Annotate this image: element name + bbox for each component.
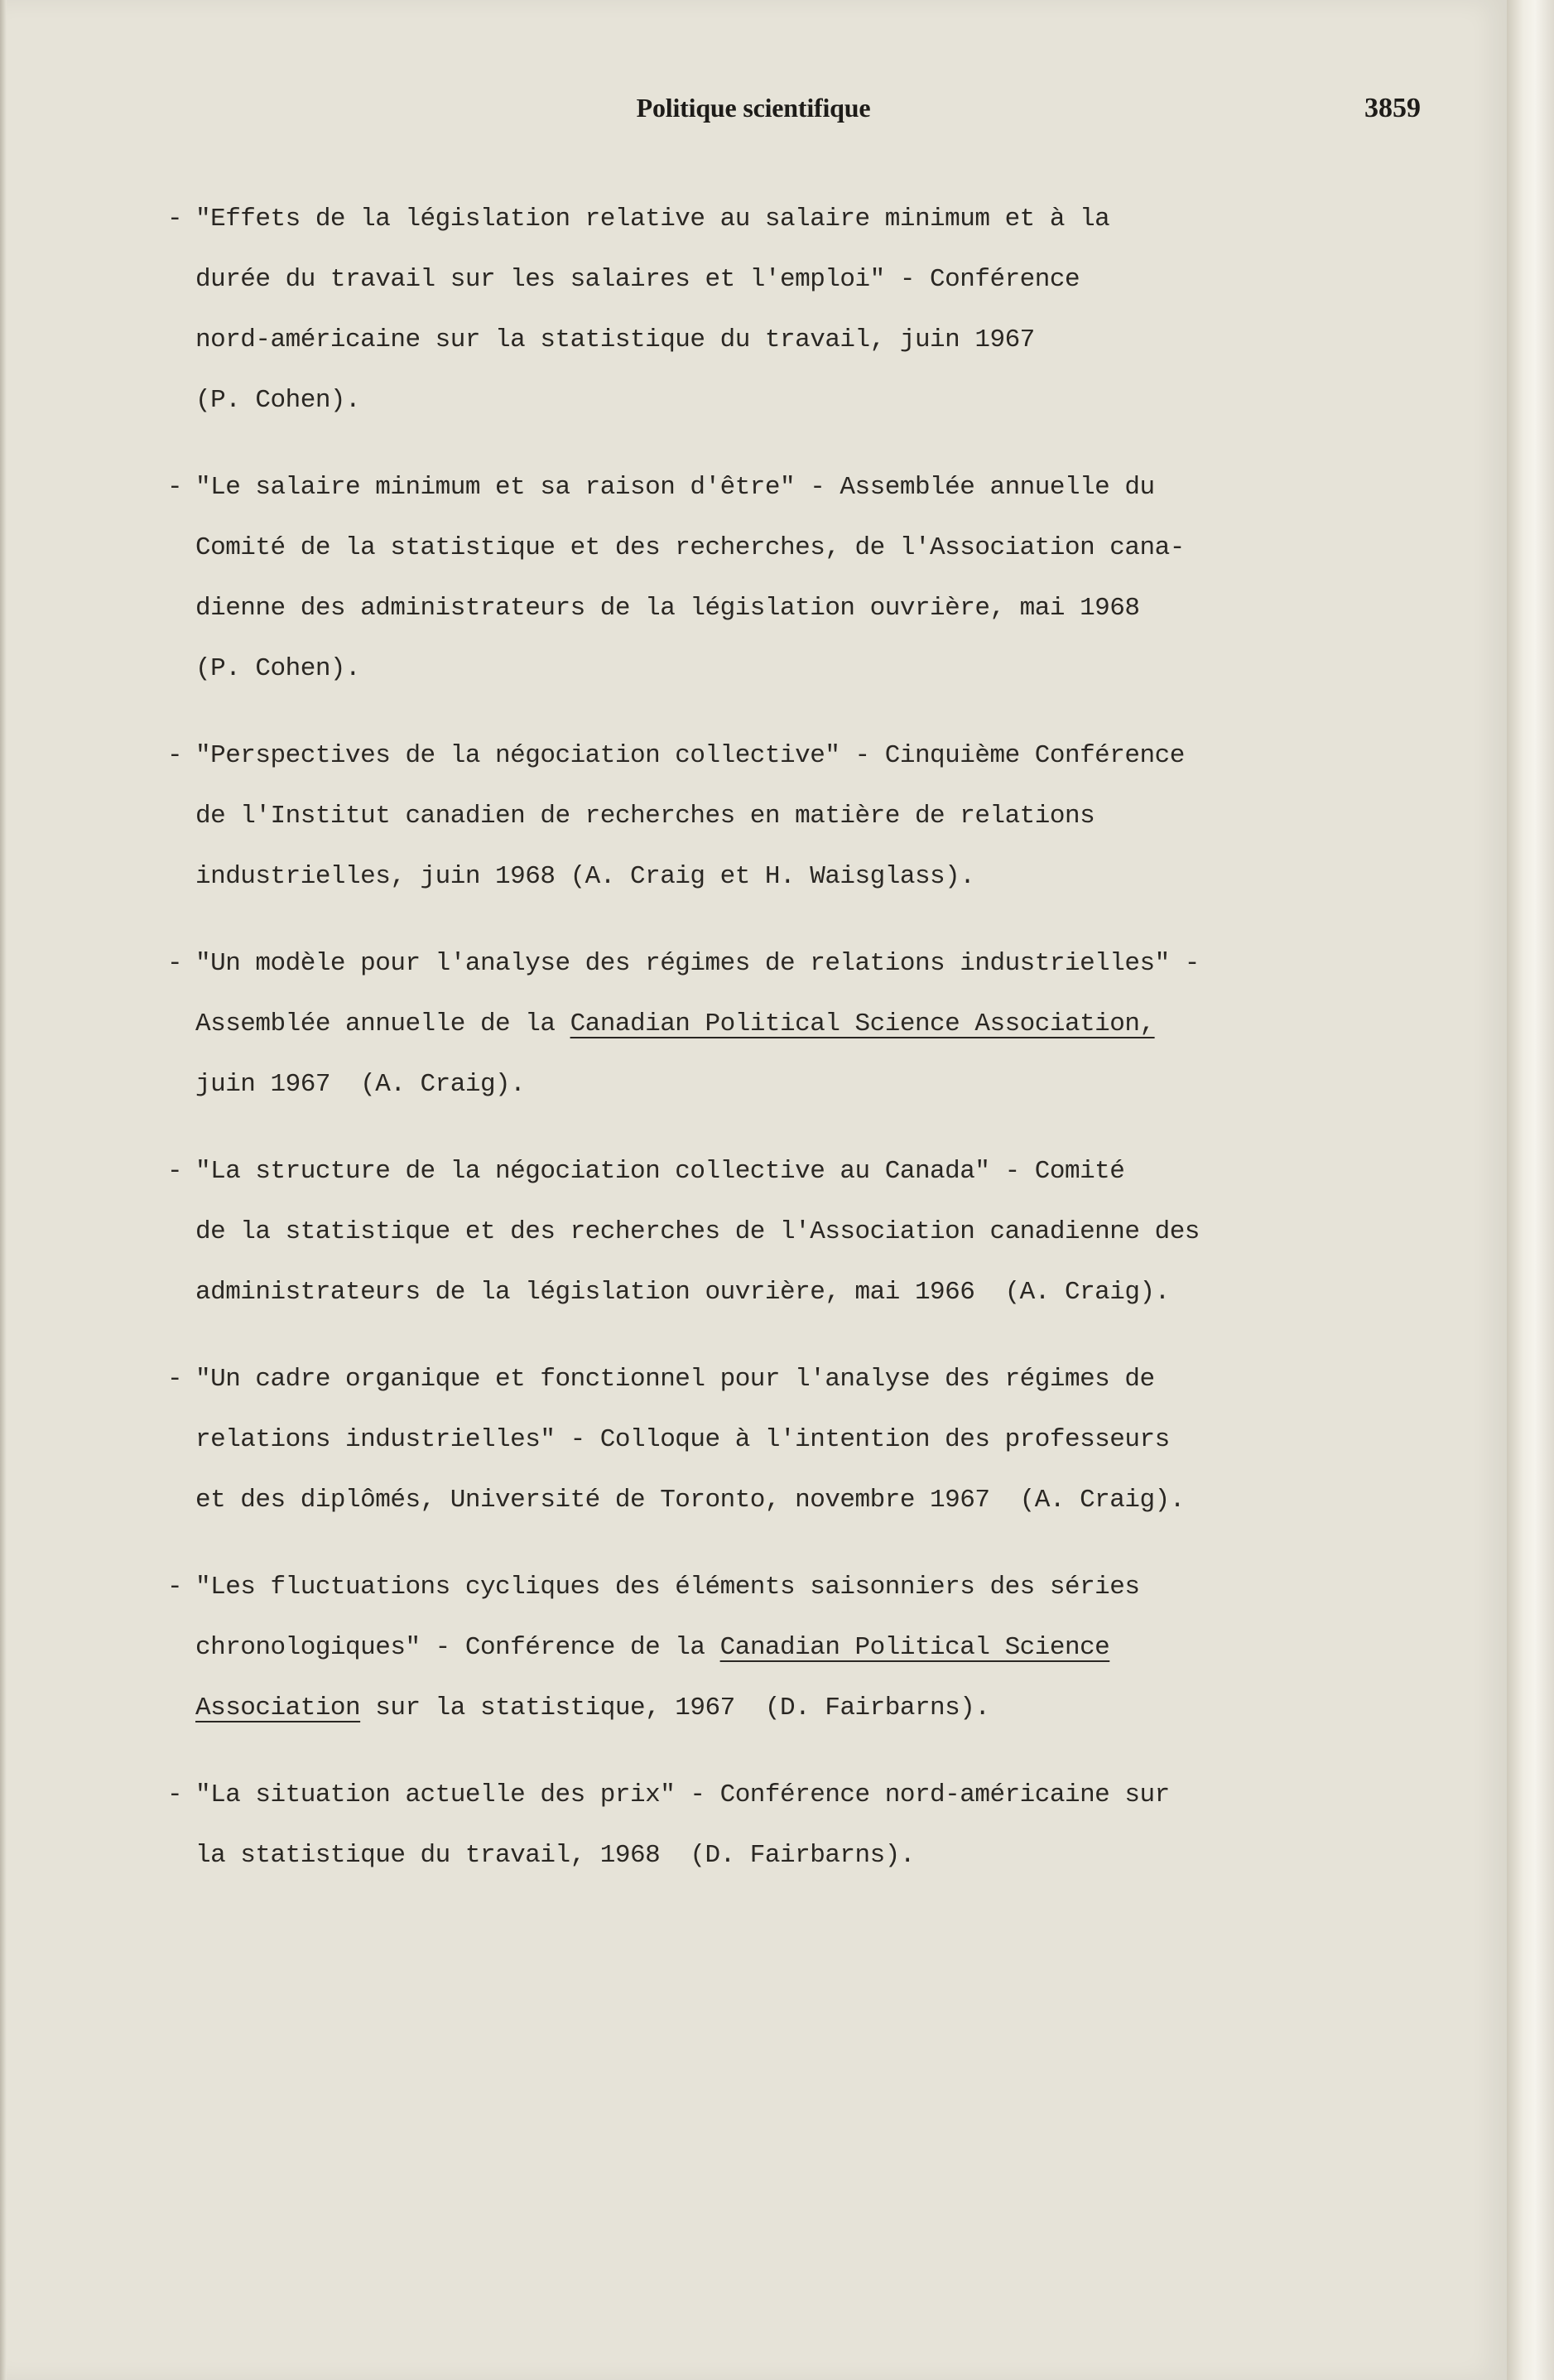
list-item <box>167 725 1305 907</box>
page-number: 3859 <box>1364 93 1421 123</box>
bullet-dash: - <box>167 1573 183 1602</box>
entry-line: (P. Cohen). <box>195 654 361 683</box>
underlined-title: Canadian Political Science <box>719 1633 1110 1662</box>
list-item <box>167 189 1305 431</box>
entry-line: "Effets de la législation relative au salaire minimum et à la <box>195 205 1110 234</box>
bullet-dash: - <box>167 1157 183 1186</box>
bullet-dash: - <box>167 205 183 234</box>
entry-text: Assemblée annuelle de la <box>195 1009 570 1038</box>
entry-line <box>195 994 1305 1054</box>
entry-line <box>195 1678 1305 1738</box>
entry-line: industrielles, juin 1968 (A. Craig et H. Waisglass). <box>195 862 975 891</box>
bullet-dash: - <box>167 741 183 770</box>
list-item <box>167 1349 1305 1530</box>
entry-line: et des diplômés, Université de Toronto, novembre 1967 (A. Craig). <box>195 1486 1185 1515</box>
entry-line: Comité de la statistique et des recherches, de l'Association cana- <box>195 533 1185 562</box>
list-item <box>167 933 1305 1115</box>
entry-line: "Perspectives de la négociation collective" - Cinquième Conférence <box>195 741 1185 770</box>
bullet-dash: - <box>167 1365 183 1394</box>
bullet-dash: - <box>167 949 183 978</box>
entry-text: chronologiques" - Conférence de la <box>195 1633 720 1662</box>
entry-line: "Les fluctuations cycliques des éléments saisonniers des séries <box>195 1573 1140 1602</box>
entry-line: juin 1967 (A. Craig). <box>195 1070 526 1099</box>
entry-line: "Le salaire minimum et sa raison d'être" - Assemblée annuelle du <box>195 473 1155 502</box>
entry-line: dienne des administrateurs de la législation ouvrière, mai 1968 <box>195 594 1140 623</box>
entry-line: relations industrielles" - Colloque à l'intention des professeurs <box>195 1425 1170 1454</box>
bullet-dash: - <box>167 1780 183 1809</box>
entry-line: "Un cadre organique et fonctionnel pour l'analyse des régimes de <box>195 1365 1155 1394</box>
entry-line: administrateurs de la législation ouvrière, mai 1966 (A. Craig). <box>195 1278 1170 1307</box>
underlined-title: Association <box>195 1693 361 1722</box>
list-item <box>167 1765 1305 1886</box>
page-left-edge <box>0 0 7 2380</box>
entry-line: (P. Cohen). <box>195 386 361 415</box>
entry-line: "La situation actuelle des prix" - Conférence nord-américaine sur <box>195 1780 1170 1809</box>
entry-line <box>195 1617 1305 1678</box>
list-item <box>167 457 1305 699</box>
underlined-title: Canadian Political Science Association, <box>570 1009 1155 1038</box>
entry-line: de l'Institut canadien de recherches en matière de relations <box>195 802 1095 831</box>
list-item <box>167 1557 1305 1738</box>
entry-line: "Un modèle pour l'analyse des régimes de relations industrielles" - <box>195 949 1200 978</box>
reference-list <box>167 189 1305 1912</box>
page-right-edge <box>1507 0 1554 2380</box>
list-item <box>167 1141 1305 1322</box>
running-header-title: Politique scientifique <box>636 93 871 123</box>
entry-line: la statistique du travail, 1968 (D. Fairbarns). <box>195 1841 915 1870</box>
entry-line: durée du travail sur les salaires et l'emploi" - Conférence <box>195 265 1080 294</box>
entry-line: de la statistique et des recherches de l'Association canadienne des <box>195 1217 1200 1246</box>
entry-line: "La structure de la négociation collective au Canada" - Comité <box>195 1157 1125 1186</box>
bullet-dash: - <box>167 473 183 502</box>
entry-line: nord-américaine sur la statistique du travail, juin 1967 <box>195 325 1035 354</box>
entry-text: sur la statistique, 1967 (D. Fairbarns). <box>360 1693 990 1722</box>
